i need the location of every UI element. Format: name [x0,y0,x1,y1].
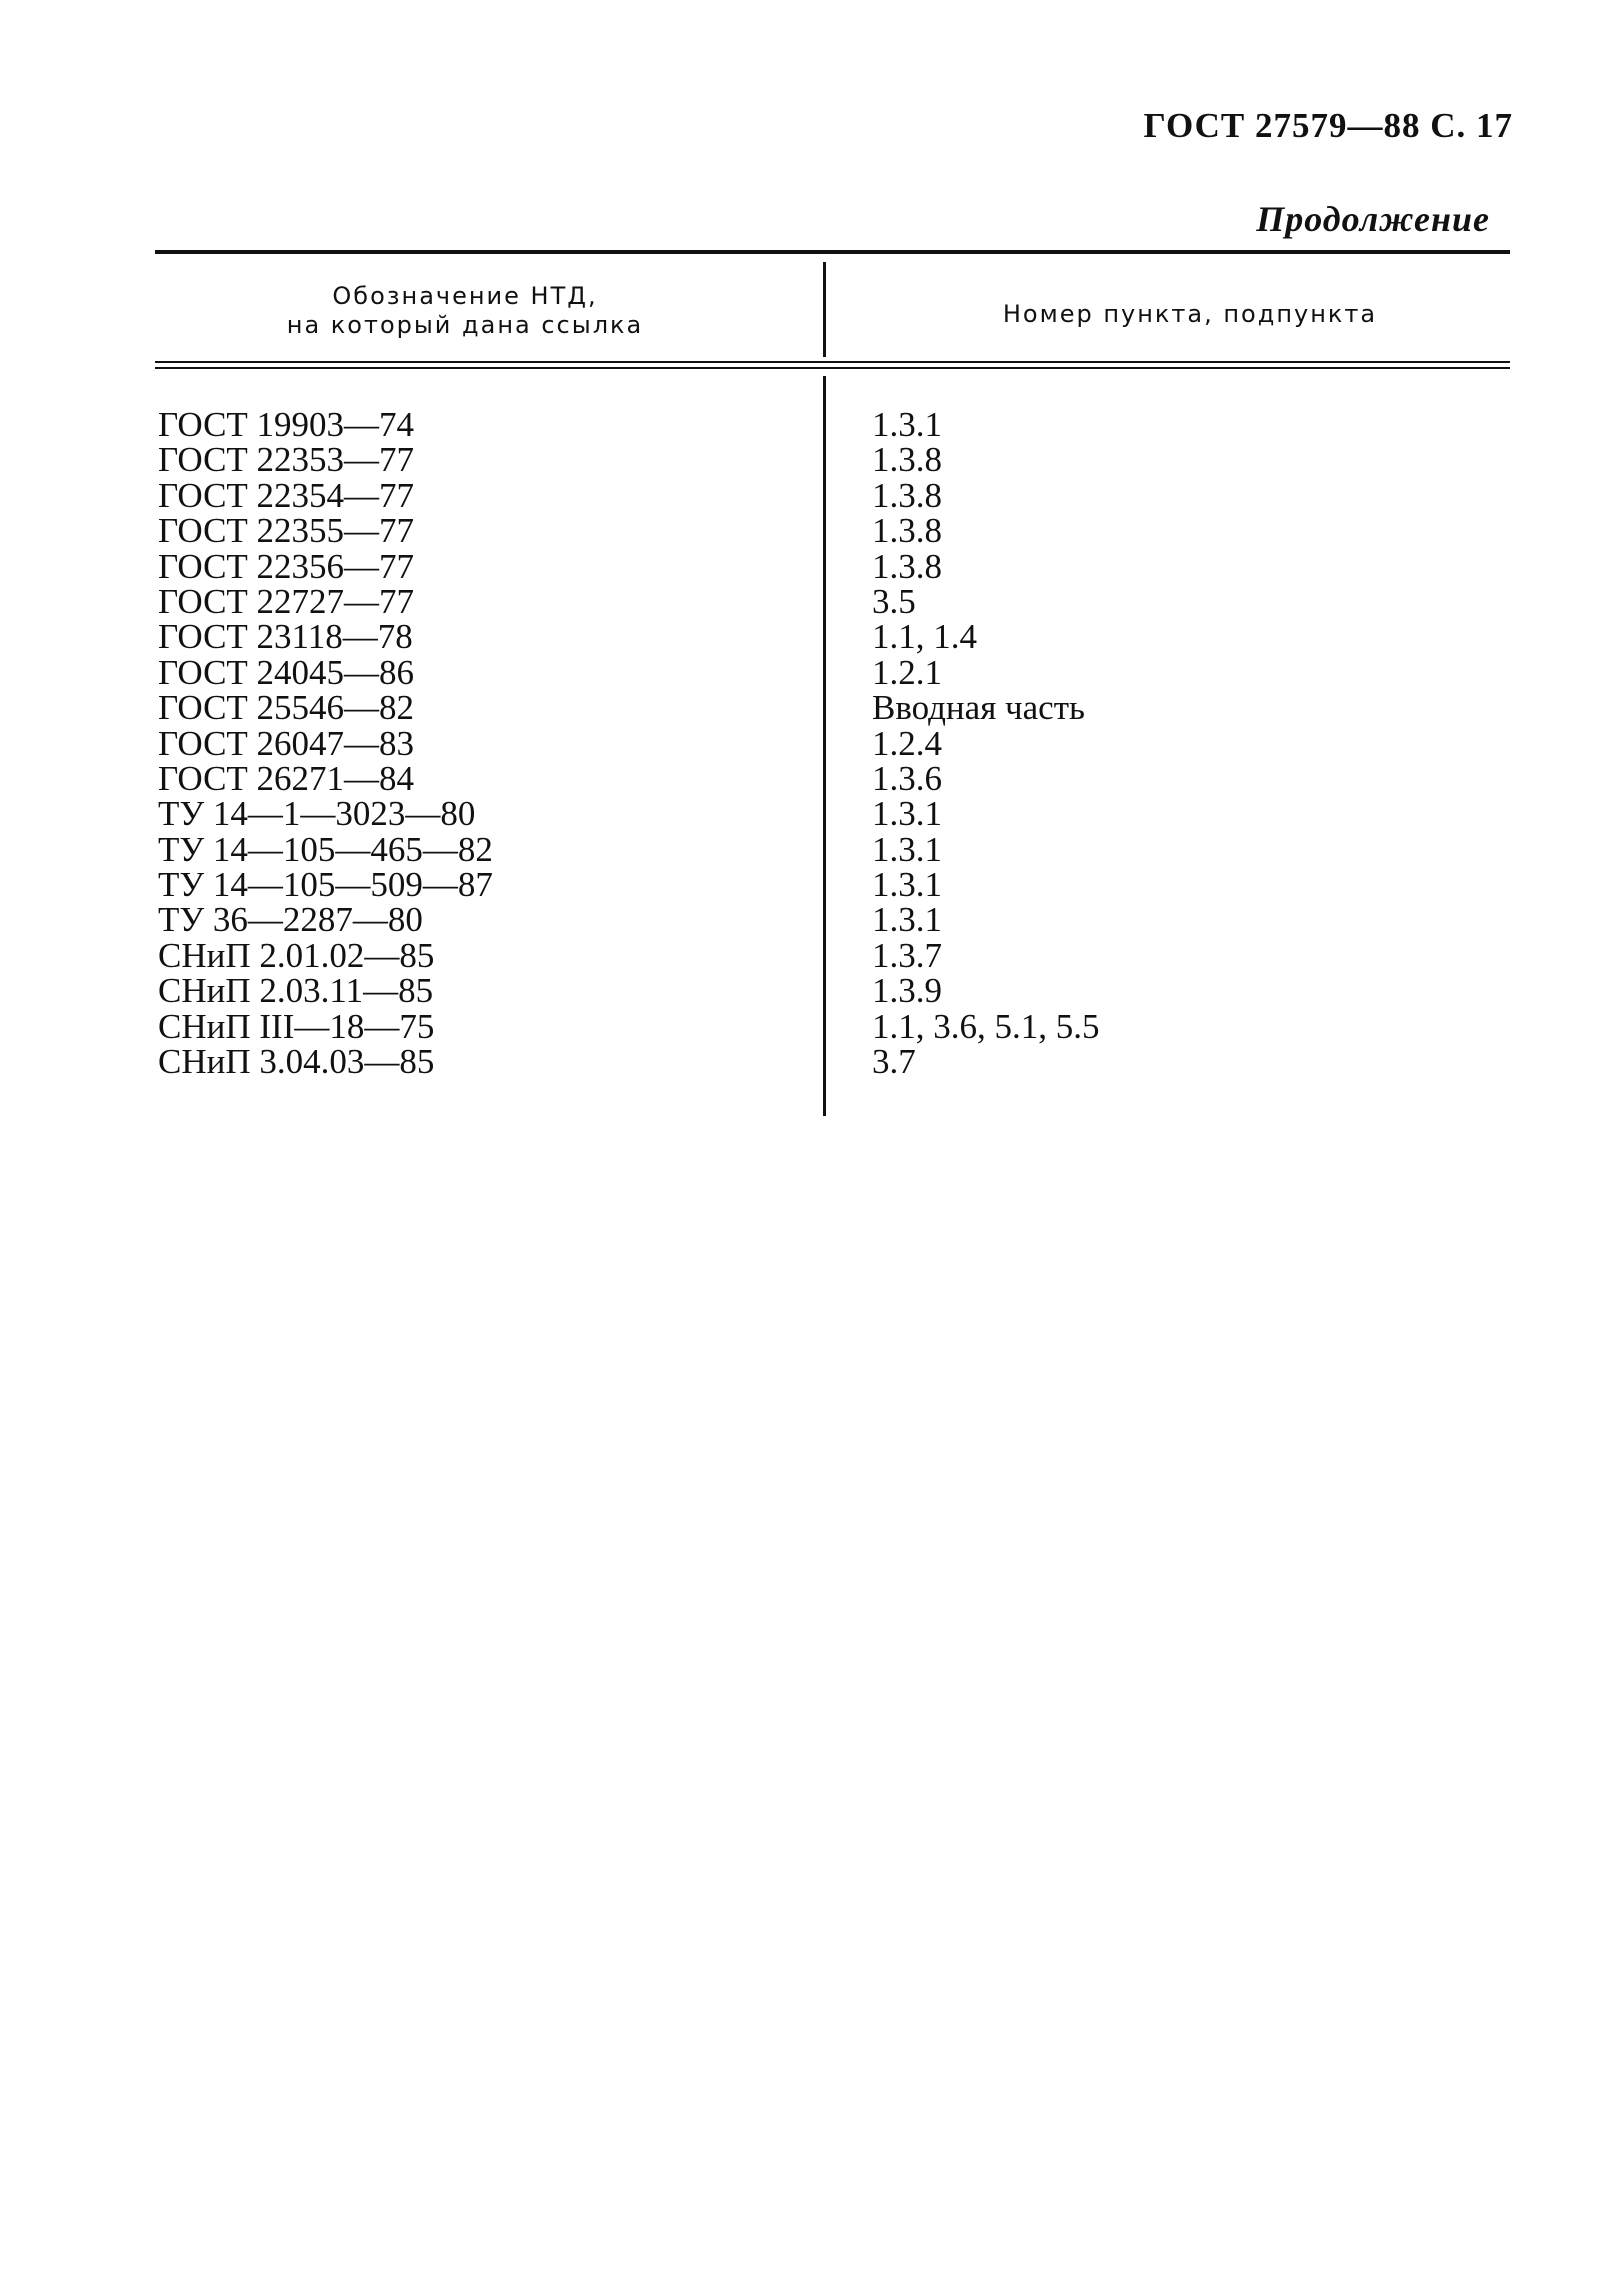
table-row-item-number: 1.3.8 [872,511,942,551]
table-row-document: ГОСТ 24045—86 [158,652,415,692]
table-row-item-number: 1.1, 1.4 [872,617,977,657]
table-row-document: ГОСТ 22727—77 [158,581,415,621]
table-row-item-number: 1.2.1 [872,652,942,692]
table-row-document: ГОСТ 22356—77 [158,546,415,586]
table-row-document: ГОСТ 26271—84 [158,758,415,798]
table-row-item-number: 1.1, 3.6, 5.1, 5.5 [872,1006,1100,1046]
table-row-document: ТУ 14—1—3023—80 [158,794,476,834]
table-row-item-number: 1.3.9 [872,971,942,1011]
table-header-vertical-divider [823,262,826,357]
table-row-item-number: 1.3.1 [872,405,942,444]
table-row-item-number: 1.3.1 [872,865,942,905]
table-row-document: ГОСТ 22353—77 [158,440,415,480]
table-row-item-number: 3.5 [872,581,916,621]
table-row-document: ГОСТ 22355—77 [158,511,415,551]
table-row-item-number: 1.3.8 [872,440,942,480]
item-number-list [872,405,1100,1082]
page-header: ГОСТ 27579—88 С. 17 [1143,106,1513,145]
table-row-document: СНиП III—18—75 [158,1006,435,1046]
table-row-document: ГОСТ 22354—77 [158,475,415,515]
table-row-item-number: 1.3.6 [872,758,942,798]
table-top-rule [155,250,1510,254]
table-header-rule-1 [155,361,1510,363]
table-row-item-number: 3.7 [872,1042,916,1082]
table-row-item-number: 1.3.1 [872,829,942,869]
table-row-document: СНиП 2.01.02—85 [158,935,435,975]
table-row-item-number: 1.3.8 [872,475,942,515]
table-row-item-number: 1.3.1 [872,900,942,940]
table-row-item-number: 1.3.7 [872,935,942,975]
column-header-item-number: Номер пункта, подпункта [1002,300,1378,328]
table-row-document: ТУ 36—2287—80 [158,900,423,940]
table-row-item-number: 1.3.1 [872,794,942,834]
table-row-document: ГОСТ 26047—83 [158,723,415,763]
continuation-label: Продолжение [1256,199,1490,239]
table-header-rule-2 [155,367,1510,369]
table-row-document: СНиП 3.04.03—85 [158,1042,435,1082]
table-row-item-number: Вводная часть [872,688,1085,728]
table-row-document: ГОСТ 23118—78 [158,617,413,657]
table-row-item-number: 1.3.8 [872,546,942,586]
table-row-document: ГОСТ 19903—74 [158,405,415,444]
table-row-document: ТУ 14—105—465—82 [158,829,493,869]
table-row-document: СНиП 2.03.11—85 [158,971,434,1011]
document-list [158,405,493,1082]
table-row-item-number: 1.2.4 [872,723,942,763]
table-row-document: ГОСТ 25546—82 [158,688,415,728]
column-header-document: Обозначение НТД, на который дана ссылка [286,282,644,339]
table-body-vertical-divider [823,376,826,1116]
table-row-document: ТУ 14—105—509—87 [158,865,493,905]
